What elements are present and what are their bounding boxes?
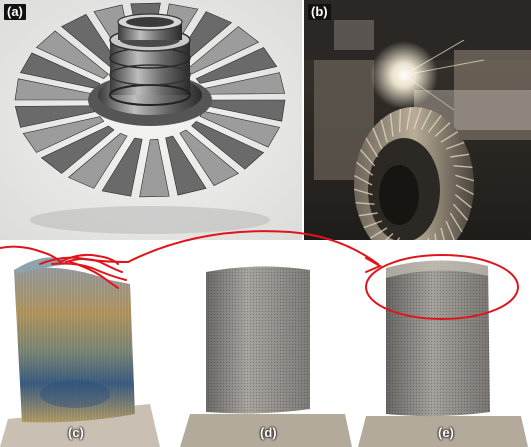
- panel-c-deposited-blade: [0, 244, 175, 447]
- blade-e-illustration: [358, 244, 531, 447]
- laser-scene-illustration: [304, 0, 531, 240]
- panel-b-label: (b): [308, 4, 331, 20]
- blade-d-illustration: [180, 244, 355, 447]
- panel-d-machined-blade: [180, 244, 355, 447]
- panel-b-laser-repair-photo: [304, 0, 531, 240]
- wheel-blade: [400, 109, 401, 132]
- panel-e-label: (e): [438, 425, 454, 440]
- panel-e-finished-blade: [358, 244, 531, 447]
- panel-c-label: (c): [68, 425, 84, 440]
- panel-a-blisk-photo: [0, 0, 302, 240]
- blade-c-illustration: [0, 244, 175, 447]
- wheel-blade: [428, 238, 429, 240]
- panel-d-label: (d): [260, 425, 277, 440]
- blisk-illustration: [0, 0, 302, 240]
- panel-a-label: (a): [4, 4, 26, 20]
